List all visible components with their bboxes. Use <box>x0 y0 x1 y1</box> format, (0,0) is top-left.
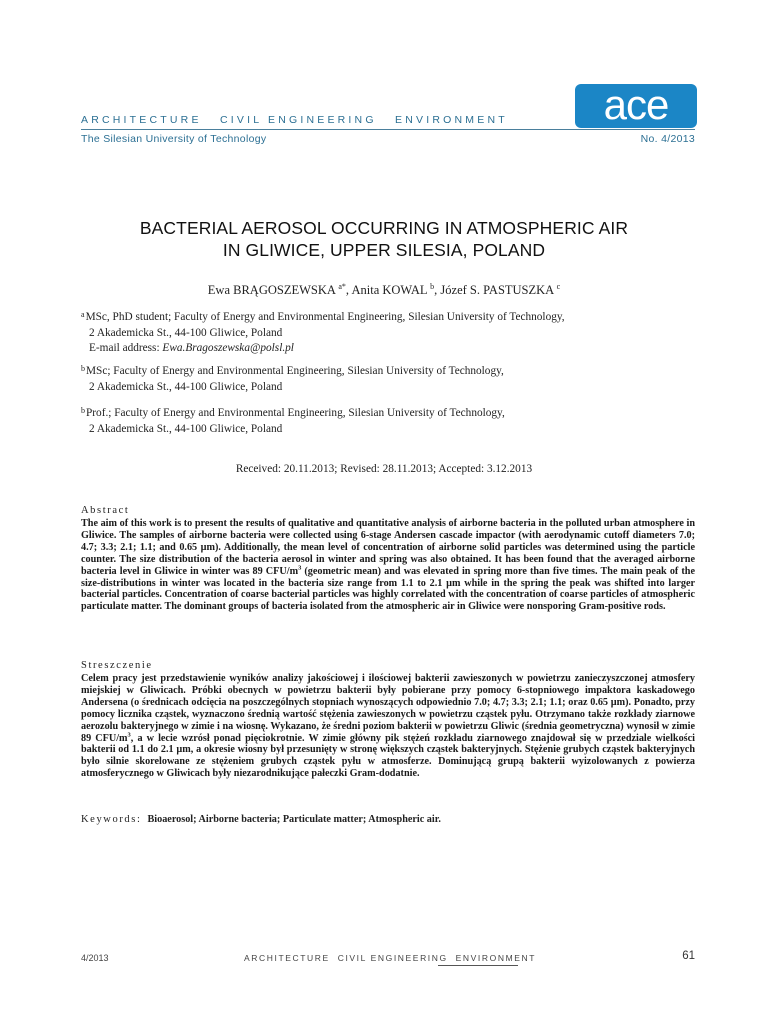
author-sup: b <box>430 282 435 291</box>
email-address[interactable]: Ewa.Bragoszewska@polsl.pl <box>162 342 294 354</box>
streszczenie-text <box>81 673 695 780</box>
author-name: Anita KOWAL <box>351 283 428 298</box>
issue-number: No. 4/2013 <box>640 133 695 145</box>
affiliation-b <box>81 361 504 395</box>
email-label: E-mail address: <box>89 342 163 354</box>
affiliation-line: MSc, PhD student; Faculty of Energy and Environmental Engineering, Silesian University of Technology, <box>85 311 565 323</box>
author-sep: , <box>345 283 352 298</box>
author-sep: , <box>434 283 441 298</box>
affiliation-line: Prof.; Faculty of Energy and Environmental Engineering, Silesian University of Technology, <box>86 407 505 419</box>
abstract-part: The aim of this work is to present the results of qualitative and quantitative analysis of airborne bacteria in the polluted urban atmosphere in Gliwice. The samples of airborne bacteria were collected using 6-stage Andersen cascade impactor (with aerodynamic cutoff diameters 7.0; 4.7; 3.3; 2.1; 1.1; and 0.65 µm). Additionally, the mean level of concentration of airborne solid particles was determined using the particle counter. The size distribution of the bacteria aerosol in winter and spring was also obtained. It has been found that the averaged airborne bacteria level in Gliwice in winter was 89 CFU/m <box>81 518 695 577</box>
keywords-text: Bioaerosol; Airborne bacteria; Particulate matter; Atmospheric air. <box>147 814 441 825</box>
abstract-text <box>81 518 695 613</box>
affiliation-line: MSc; Faculty of Energy and Environmental Engineering, Silesian University of Technology, <box>86 365 504 377</box>
streszczenie-superscript: 3 <box>127 731 131 739</box>
footer-underline <box>438 965 518 966</box>
affiliation-a <box>81 307 565 357</box>
journal-name: ARCHITECTURE CIVIL ENGINEERING ENVIRONMENT <box>81 114 508 126</box>
header-rule <box>81 129 695 130</box>
author-name: Józef S. PASTUSZKA <box>440 283 554 298</box>
author-name: Ewa BRĄGOSZEWSKA <box>207 283 336 298</box>
affiliation-sup: b <box>81 364 85 373</box>
affiliation-address: 2 Akademicka St., 44-100 Gliwice, Poland <box>89 380 283 393</box>
affiliation-sup: b <box>81 406 85 415</box>
affiliation-address: 2 Akademicka St., 44-100 Gliwice, Poland <box>89 326 283 339</box>
page-number: 61 <box>682 950 695 962</box>
affiliation-sup: a <box>81 310 85 319</box>
article-title <box>60 217 708 261</box>
affiliation-c <box>81 403 505 437</box>
title-line-1: BACTERIAL AEROSOL OCCURRING IN ATMOSPHERIC AIR <box>139 218 629 238</box>
author-list <box>60 282 708 298</box>
keywords-label: Keywords: <box>81 814 142 825</box>
abstract-part: (geometric mean) and was elevated in spring more than five times. The main peak of the size-distributions in winter was located in the bacteria size range from 1.1 to 2.1 µm while in the spring the peak was shifted into larger bacterial particles. Concentration of coarse bacterial particles was highly correlated with the concentration of coarse particles of atmospheric particulate matter. The dominant groups of bacteria isolated from the atmospheric air in Gliwice were nonsporing Gram-positive rods. <box>81 565 695 613</box>
university-name: The Silesian University of Technology <box>81 133 267 145</box>
affiliation-address: 2 Akademicka St., 44-100 Gliwice, Poland <box>89 422 283 435</box>
author-sup: a* <box>338 282 346 291</box>
streszczenie-heading: Streszczenie <box>81 660 153 671</box>
abstract-superscript: 3 <box>298 564 302 572</box>
article-dates: Received: 20.11.2013; Revised: 28.11.2013; Accepted: 3.12.2013 <box>235 463 533 475</box>
streszczenie-part: Celem pracy jest przedstawienie wyników analizy jakościowej i ilościowej bakterii zawieszonych w powietrzu zanieczyszczonej atmosfery miejskiej w Gliwicach. Próbki obecnych w powietrzu bakterii były pobierane przy pomocy 6-stopniowego impaktora kaskadowego Andersena (o średnicach odcięcia na poszczególnych stopniach wynoszących odpowiednio 7.0; 4.7; 3.3; 2.1; 1.1; oraz 0.65 µm). Ponadto, przy pomocy licznika cząstek, wyznaczono średnią wartość stężenia zawieszonych w powietrzu cząstek pyłu. Otrzymano także rozkłady ziarnowe aerozolu bakteryjnego w zimie i na wiosnę. Wykazano, że średni poziom bakterii w powietrzu Gliwic (średnia geometryczna) wynosił w zimie 89 CFU/m <box>81 673 695 744</box>
keywords <box>81 814 441 825</box>
author-sup: c <box>556 282 561 291</box>
logo-text: ace <box>603 84 669 128</box>
journal-logo <box>575 84 697 128</box>
footer-journal: ARCHITECTURE CIVIL ENGINEERING ENVIRONMENT <box>244 953 537 963</box>
footer-issue: 4/2013 <box>81 953 109 963</box>
abstract-heading: Abstract <box>81 505 130 516</box>
title-line-2: IN GLIWICE, UPPER SILESIA, POLAND <box>222 240 546 260</box>
streszczenie-part: , a w lecie wzrósł ponad pięciokrotnie. W zimie główny pik stężeń rozkładu ziarnowego znajdował się w przedziale wielkości bakterii od 1.1 do 2.1 µm, a okresie wiosny był przesunięty w stronę większych cząstek bakteryjnych. Stężenie grubych cząstek bakteryjnych było silnie skorelowane ze stężeniem grubych cząstek pyłu w atmosferze. Dominującą grupą bakterii wyizolowanych z powierza atmosferycznego w Gliwicach były niezarodnikujące pałeczki Gram-dodatnie. <box>81 732 695 780</box>
